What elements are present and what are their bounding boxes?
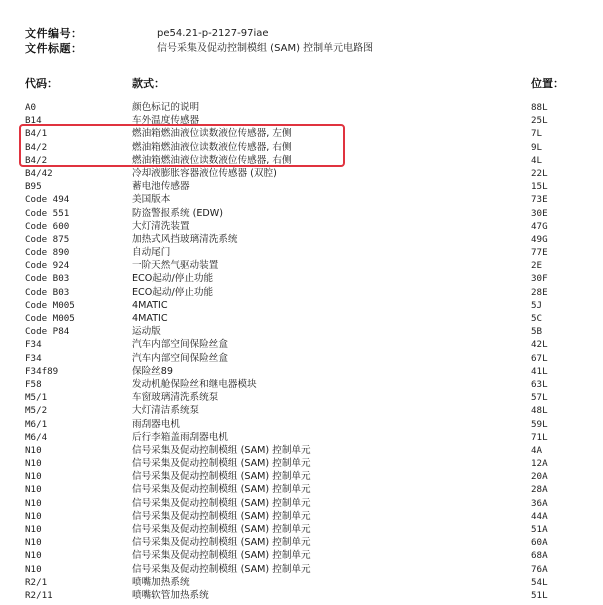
component-position: 4L bbox=[531, 154, 543, 166]
component-code: N10 bbox=[25, 497, 42, 509]
component-code: N10 bbox=[25, 471, 42, 483]
table-row bbox=[0, 259, 603, 272]
component-description: 自动尾门 bbox=[132, 247, 171, 259]
component-code: B95 bbox=[25, 181, 42, 193]
component-position: 20A bbox=[531, 471, 548, 483]
component-code: F58 bbox=[25, 378, 42, 390]
component-description: 信号采集及促动控制模组 (SAM) 控制单元 bbox=[132, 444, 311, 456]
component-code: N10 bbox=[25, 484, 42, 496]
table-row bbox=[0, 470, 603, 483]
component-code: N10 bbox=[25, 444, 42, 456]
table-row bbox=[0, 365, 603, 378]
table-row bbox=[0, 167, 603, 180]
component-position: 2E bbox=[531, 260, 543, 272]
table-row bbox=[0, 483, 603, 496]
table-row bbox=[0, 220, 603, 233]
component-code: R2/1 bbox=[25, 576, 48, 588]
component-position: 12A bbox=[531, 458, 548, 470]
table-row bbox=[0, 418, 603, 431]
component-code: Code 875 bbox=[25, 233, 70, 245]
component-description: 发动机舱保险丝和继电器模块 bbox=[132, 378, 257, 390]
table-row bbox=[0, 312, 603, 325]
component-code: F34 bbox=[25, 339, 42, 351]
component-code: B4/42 bbox=[25, 167, 53, 179]
component-position: 49G bbox=[531, 233, 548, 245]
component-position: 71L bbox=[531, 431, 548, 443]
component-table bbox=[0, 101, 603, 602]
component-code: M5/1 bbox=[25, 392, 48, 404]
component-code: Code B03 bbox=[25, 273, 70, 285]
component-description: 车窗玻璃清洗系统泵 bbox=[132, 392, 219, 404]
table-row bbox=[0, 286, 603, 299]
component-description: 大灯清洗装置 bbox=[132, 220, 190, 232]
component-code: B14 bbox=[25, 115, 42, 127]
component-description: 雨刮器电机 bbox=[132, 418, 180, 430]
component-description: 喷嘴软管加热系统 bbox=[132, 589, 209, 601]
component-description: 汽车内部空间保险丝盒 bbox=[132, 352, 228, 364]
component-description: 喷嘴加热系统 bbox=[132, 576, 190, 588]
table-row bbox=[0, 352, 603, 365]
component-position: 28E bbox=[531, 286, 548, 298]
column-header-position: 位置： bbox=[531, 77, 564, 90]
component-description: 信号采集及促动控制模组 (SAM) 控制单元 bbox=[132, 458, 311, 470]
component-position: 48L bbox=[531, 405, 548, 417]
component-description: 冷却液膨胀容器液位传感器 (双腔) bbox=[132, 167, 277, 179]
component-code: Code 551 bbox=[25, 207, 70, 219]
component-description: 防盗警报系统 (EDW) bbox=[132, 207, 224, 219]
component-code: B4/1 bbox=[25, 128, 48, 140]
file-title-value: 信号采集及促动控制模组 (SAM) 控制单元电路图 bbox=[157, 43, 374, 54]
component-code: M6/1 bbox=[25, 418, 48, 430]
component-code: B4/2 bbox=[25, 141, 48, 153]
component-position: 57L bbox=[531, 392, 548, 404]
component-code: A0 bbox=[25, 102, 37, 113]
component-code: N10 bbox=[25, 537, 42, 549]
table-row bbox=[0, 378, 603, 391]
component-code: N10 bbox=[25, 550, 42, 562]
table-row bbox=[0, 404, 603, 417]
component-code: N10 bbox=[25, 510, 42, 522]
table-row bbox=[0, 444, 603, 457]
component-description: 信号采集及促动控制模组 (SAM) 控制单元 bbox=[132, 524, 311, 535]
component-position: 7L bbox=[531, 128, 543, 140]
component-position: 5J bbox=[531, 299, 543, 311]
table-row bbox=[0, 497, 603, 510]
table-header bbox=[0, 77, 603, 91]
file-number-label: 文件编号： bbox=[25, 27, 83, 40]
component-description: 燃油箱燃油液位读数液位传感器, 右侧 bbox=[132, 154, 292, 166]
component-description: 运动版 bbox=[132, 326, 161, 338]
component-description: ECO起动/停止功能 bbox=[132, 286, 214, 298]
component-code: F34f89 bbox=[25, 365, 59, 377]
component-description: 4MATIC bbox=[132, 299, 168, 311]
table-row bbox=[0, 510, 603, 523]
component-description: 保险丝89 bbox=[132, 365, 173, 377]
component-position: 51L bbox=[531, 589, 548, 601]
table-row bbox=[0, 431, 603, 444]
table-row bbox=[0, 523, 603, 536]
table-row bbox=[0, 246, 603, 259]
component-position: 76A bbox=[531, 563, 548, 575]
component-position: 73E bbox=[531, 194, 548, 206]
component-position: 36A bbox=[531, 497, 548, 509]
component-description: 信号采集及促动控制模组 (SAM) 控制单元 bbox=[132, 537, 311, 549]
column-header-code: 代码： bbox=[25, 77, 58, 90]
component-code: Code 600 bbox=[25, 220, 70, 232]
component-code: Code 924 bbox=[25, 260, 70, 272]
component-code: M5/2 bbox=[25, 405, 48, 417]
component-position: 44A bbox=[531, 510, 548, 522]
file-title-label: 文件标题： bbox=[25, 42, 83, 55]
component-description: 汽车内部空间保险丝盒 bbox=[132, 339, 228, 351]
table-row bbox=[0, 457, 603, 470]
component-code: Code 890 bbox=[25, 247, 70, 259]
component-position: 25L bbox=[531, 115, 548, 127]
component-position: 67L bbox=[531, 352, 548, 364]
component-position: 51A bbox=[531, 524, 548, 535]
file-number-value: pe54.21-p-2127-97iae bbox=[157, 28, 269, 39]
component-position: 22L bbox=[531, 167, 548, 179]
component-description: 信号采集及促动控制模组 (SAM) 控制单元 bbox=[132, 471, 311, 483]
table-row bbox=[0, 299, 603, 312]
component-description: 颜色标记的说明 bbox=[132, 102, 200, 113]
component-position: 30E bbox=[531, 207, 548, 219]
table-row bbox=[0, 589, 603, 602]
component-code: M6/4 bbox=[25, 431, 48, 443]
component-position: 42L bbox=[531, 339, 548, 351]
component-position: 9L bbox=[531, 141, 543, 153]
component-position: 30F bbox=[531, 273, 548, 285]
component-description: 信号采集及促动控制模组 (SAM) 控制单元 bbox=[132, 484, 311, 496]
table-row bbox=[0, 338, 603, 351]
component-description: 燃油箱燃油液位读数液位传感器, 左侧 bbox=[132, 128, 292, 140]
component-position: 54L bbox=[531, 576, 548, 588]
component-code: F34 bbox=[25, 352, 42, 364]
component-position: 15L bbox=[531, 181, 548, 193]
component-position: 68A bbox=[531, 550, 548, 562]
component-description: 美国版本 bbox=[132, 194, 171, 206]
component-code: B4/2 bbox=[25, 154, 48, 166]
column-header-style: 款式： bbox=[132, 77, 165, 90]
table-row bbox=[0, 193, 603, 206]
table-row bbox=[0, 207, 603, 220]
component-code: Code P84 bbox=[25, 326, 70, 338]
table-row bbox=[0, 272, 603, 285]
component-code: N10 bbox=[25, 458, 42, 470]
component-description: 车外温度传感器 bbox=[132, 115, 200, 127]
component-description: 蓄电池传感器 bbox=[132, 181, 190, 193]
table-row bbox=[0, 325, 603, 338]
table-row bbox=[0, 549, 603, 562]
component-position: 5C bbox=[531, 313, 543, 324]
component-position: 77E bbox=[531, 247, 548, 259]
component-description: 信号采集及促动控制模组 (SAM) 控制单元 bbox=[132, 563, 311, 575]
component-code: Code 494 bbox=[25, 194, 70, 206]
component-description: 燃油箱燃油液位读数液位传感器, 右侧 bbox=[132, 141, 292, 153]
component-code: Code M005 bbox=[25, 299, 75, 311]
component-code: R2/11 bbox=[25, 589, 53, 601]
table-row bbox=[0, 536, 603, 549]
table-row bbox=[0, 563, 603, 576]
highlight-box bbox=[19, 124, 345, 167]
component-description: 信号采集及促动控制模组 (SAM) 控制单元 bbox=[132, 550, 311, 562]
component-position: 41L bbox=[531, 365, 548, 377]
component-description: 大灯清洁系统泵 bbox=[132, 405, 200, 417]
component-description: 后行李箱盖雨刮器电机 bbox=[132, 431, 228, 443]
component-position: 63L bbox=[531, 378, 548, 390]
component-position: 5B bbox=[531, 326, 543, 338]
component-position: 88L bbox=[531, 102, 548, 113]
component-position: 47G bbox=[531, 220, 548, 232]
table-row bbox=[0, 180, 603, 193]
table-row bbox=[0, 101, 603, 114]
component-description: 信号采集及促动控制模组 (SAM) 控制单元 bbox=[132, 510, 311, 522]
component-description: 加热式风挡玻璃清洗系统 bbox=[132, 233, 238, 245]
table-row bbox=[0, 391, 603, 404]
component-description: 一阶天然气驱动装置 bbox=[132, 260, 219, 272]
component-position: 60A bbox=[531, 537, 548, 549]
component-description: 信号采集及促动控制模组 (SAM) 控制单元 bbox=[132, 497, 311, 509]
table-row bbox=[0, 233, 603, 246]
component-description: 4MATIC bbox=[132, 313, 168, 324]
component-code: N10 bbox=[25, 524, 42, 535]
table-row bbox=[0, 576, 603, 589]
component-code: N10 bbox=[25, 563, 42, 575]
component-position: 59L bbox=[531, 418, 548, 430]
component-code: Code B03 bbox=[25, 286, 70, 298]
component-position: 4A bbox=[531, 444, 543, 456]
component-code: Code M005 bbox=[25, 313, 75, 324]
component-position: 28A bbox=[531, 484, 548, 496]
component-description: ECO起动/停止功能 bbox=[132, 273, 214, 285]
